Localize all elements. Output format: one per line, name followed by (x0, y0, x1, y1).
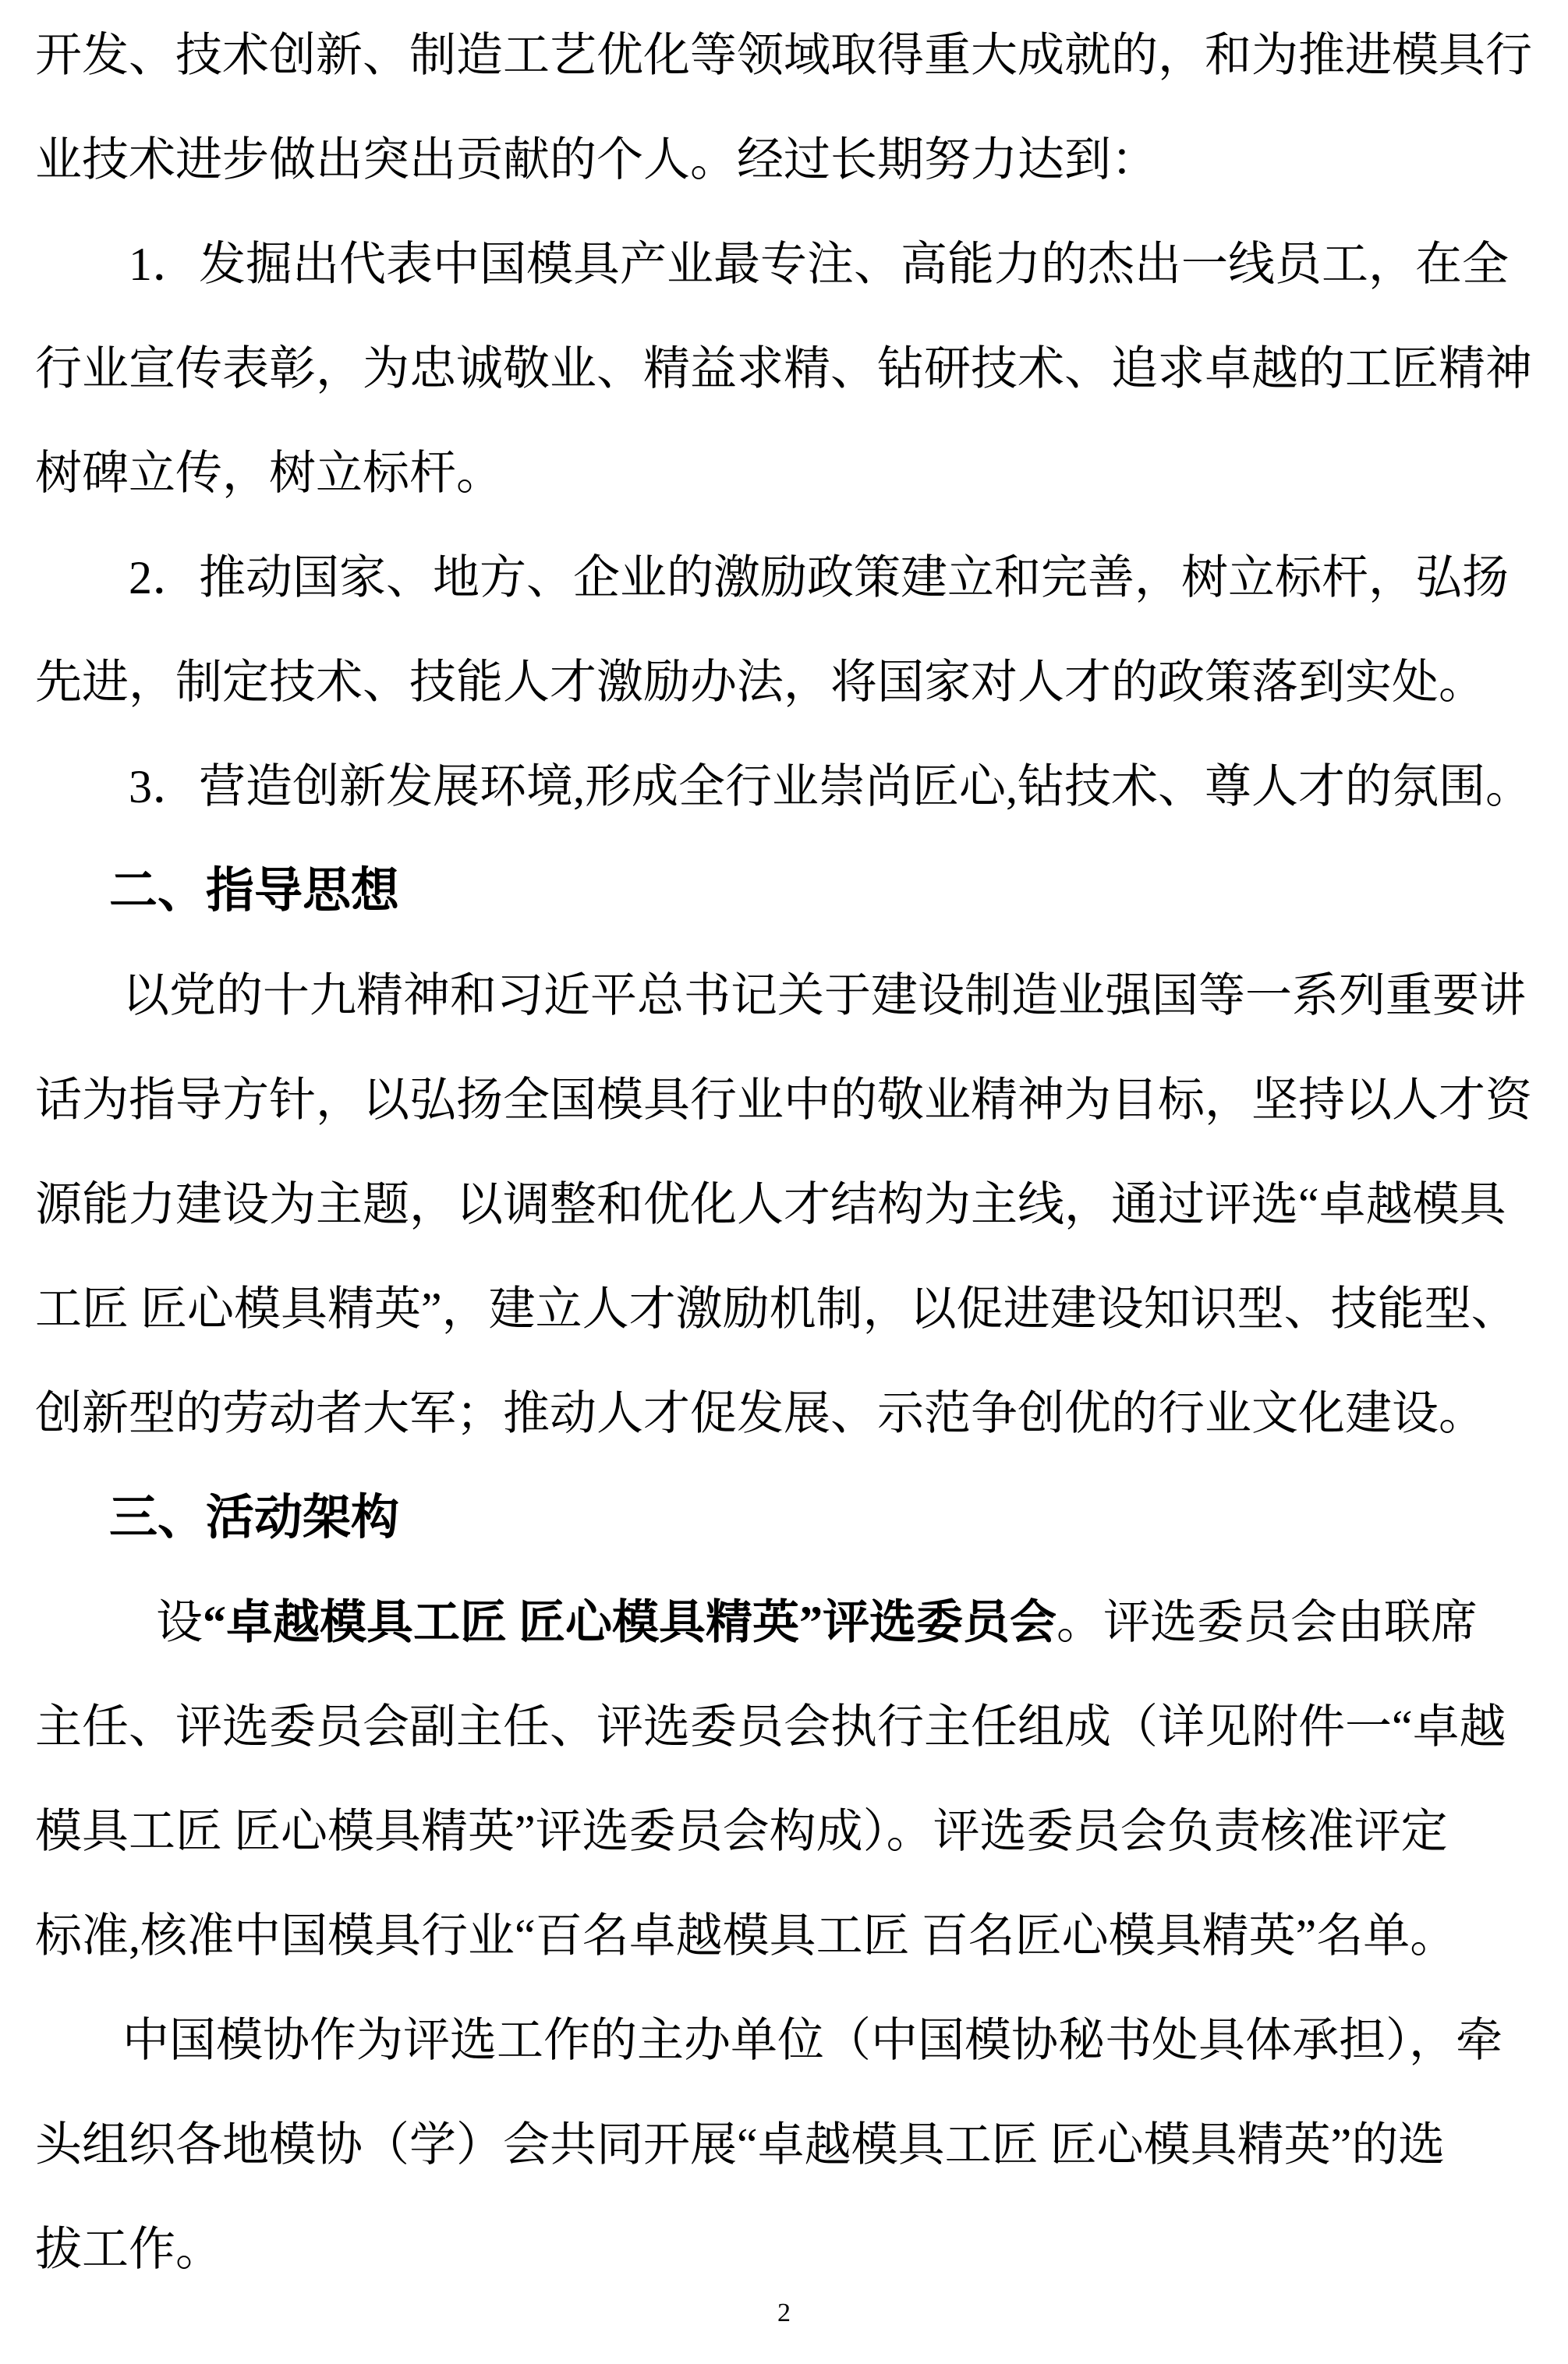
text-line-content: 3．营造创新发展环境,形成全行业崇尚匠心,钻技术、尊人才的氛围。 (129, 761, 1532, 812)
text-line-content: 源能力建设为主题，以调整和优化人才结构为主线，通过评选“卓越模具 (35, 1179, 1506, 1230)
list-item-line (35, 212, 1533, 317)
text-line-content: 创新型的劳动者大军；推动人才促发展、示范争创优的行业文化建设。 (35, 1388, 1485, 1439)
text-line (35, 317, 1533, 421)
text-line-content: 话为指导方针，以弘扬全国模具行业中的敬业精神为目标，坚持以人才资 (35, 1074, 1532, 1126)
text-line (35, 2197, 1533, 2302)
text-line-content: 树碑立传，树立标杆。 (35, 448, 503, 499)
text-line (35, 1779, 1533, 1884)
text-line-content: 开发、技术创新、制造工艺优化等领域取得重大成就的，和为推进模具行 (35, 30, 1532, 81)
text-line-content: 头组织各地模协（学）会共同开展“卓越模具工匠 匠心模具精英”的选 (35, 2119, 1446, 2171)
text-line-content: 模具工匠 匠心模具精英”评选委员会构成）。评选委员会负责核准评定 (35, 1806, 1448, 1857)
text-line (35, 421, 1533, 526)
text-line (35, 943, 1533, 1048)
text-line-content: 工匠 匠心模具精英”，建立人才激励机制，以促进建设知识型、技能型、 (35, 1283, 1518, 1335)
text-line (35, 2093, 1533, 2197)
text-line-content: 标准,核准中国模具行业“百名卓越模具工匠 百名匠心模具精英”名单。 (35, 1910, 1457, 1962)
section-heading-activity-structure (35, 1466, 1533, 1570)
section-heading-guiding-ideology (35, 839, 1533, 943)
text-line (35, 1152, 1533, 1257)
list-item-line (35, 526, 1533, 630)
section-heading-text: 三、活动架构 (109, 1492, 400, 1545)
text-line-content: 主任、评选委员会副主任、评选委员会执行主任组成（详见附件一“卓越 (35, 1701, 1506, 1753)
text-line-content: 以党的十九精神和习近平总书记关于建设制造业强国等一系列重要讲 (122, 970, 1526, 1021)
text-segment: 设 (156, 1597, 203, 1648)
text-line-content: 1．发掘出代表中国模具产业最专注、高能力的杰出一线员工，在全 (129, 239, 1509, 290)
text-line (35, 1884, 1533, 1988)
text-line-content: 先进，制定技术、技能人才激励办法，将国家对人才的政策落到实处。 (35, 656, 1485, 708)
text-line (35, 630, 1533, 734)
list-item-line (35, 734, 1533, 839)
text-line (35, 3, 1533, 108)
text-line-content: 2．推动国家、地方、企业的激励政策建立和完善，树立标杆，弘扬 (129, 552, 1509, 603)
text-line (35, 1048, 1533, 1152)
text-segment-bold: “卓越模具工匠 匠心模具精英”评选委员会 (203, 1597, 1057, 1648)
text-line-content: 行业宣传表彰，为忠诚敬业、精益求精、钻研技术、追求卓越的工匠精神 (35, 343, 1532, 395)
text-line-content: 中国模协作为评选工作的主办单位（中国模协秘书处具体承担），牵 (122, 2015, 1503, 2066)
text-segment: 。评选委员会由联席 (1057, 1597, 1478, 1648)
text-line-mixed-bold (35, 1570, 1533, 1675)
section-heading-text: 二、指导思想 (109, 865, 400, 918)
text-line (35, 1361, 1533, 1466)
text-line (35, 108, 1533, 212)
text-line (35, 1675, 1533, 1779)
page-number: 2 (777, 2299, 791, 2327)
text-line-content: 业技术进步做出突出贡献的个人。经过长期努力达到： (35, 134, 1158, 186)
text-line (35, 1988, 1533, 2093)
text-line-content: 拔工作。 (35, 2224, 222, 2275)
text-line (35, 1257, 1533, 1361)
